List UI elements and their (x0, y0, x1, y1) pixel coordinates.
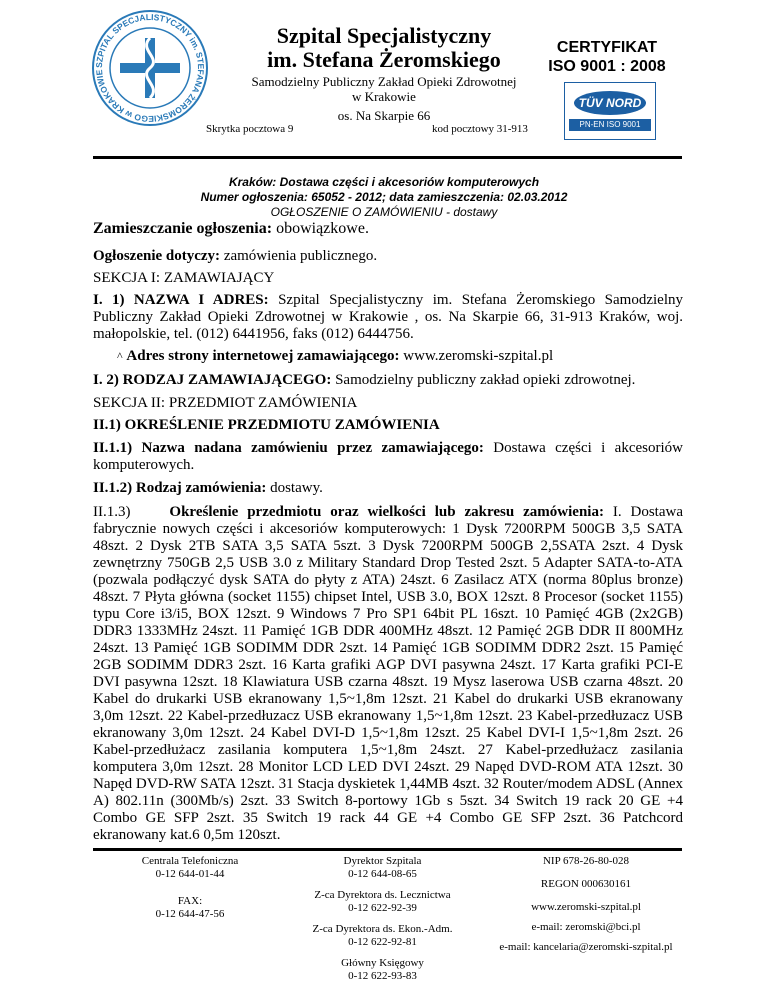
paragraph-concerns (93, 248, 683, 265)
deputy-admin-phone: 0-12 622-92-81 (348, 936, 417, 948)
hospital-address: os. Na Skarpie 66 (337, 108, 431, 123)
label: II.1.1) Nazwa nadana zamówieniu przez zamawiającego: (93, 440, 484, 456)
value: obowiązkowe. (272, 220, 369, 237)
section-1-heading: SEKCJA I: ZAMAWIAJĄCY (93, 270, 275, 286)
footer-col-1 (110, 855, 270, 921)
director-label: Dyrektor Szpitala (343, 855, 422, 867)
email-link-1[interactable]: e-mail: zeromski@bci.pl (531, 921, 641, 933)
accountant-label: Główny Księgowy (341, 957, 424, 969)
label: Określenie przedmiotu oraz wielkości lub zakresu zamówienia: (169, 504, 604, 520)
certificate-iso: ISO 9001 : 2008 (548, 58, 666, 75)
certificate-title: CERTYFIKAT (556, 39, 658, 56)
paragraph-order-scope (93, 504, 683, 844)
hospital-subtitle-line1: Samodzielny Publiczny Zakład Opieki Zdrowotnej (251, 74, 517, 89)
deputy-medical-label: Z-ca Dyrektora ds. Lecznictwa (314, 889, 451, 901)
paragraph-website (117, 348, 683, 365)
hospital-name-line2: im. Stefana Żeromskiego (267, 47, 501, 72)
logo-ring-text: SZPITAL SPECJALISTYCZNY im. STEFANA ŻEROMSKIEGO w KRAKOWIE (93, 11, 207, 125)
label: II.1) OKREŚLENIE PRZEDMIOTU ZAMÓWIENIA (93, 417, 440, 433)
label: Adres strony internetowej zamawiającego: (126, 348, 400, 364)
tuv-norm: PN-EN ISO 9001 (569, 119, 651, 131)
value[interactable]: www.zeromski-szpital.pl (399, 348, 554, 364)
value: I. Dostawa fabrycznie nowych części i akcesoriów komputerowych: 1 Dysk 7200RPM 500GB 3,5 SATA 48szt. 2 Dysk 2TB SATA 3,5 SATA 5szt. 3 Dysk 7200RPM 500GB 2,5SATA 2szt. 4 Dysk zewnętrzny 750GB 2,5 USB 3.0 z Military Standard Drop Tested 2szt. 5 Adapter SATA-to-ATA (pozwala podłączyć dysk SATA do płyty z ATA) 24szt. 6 Zasilacz ATX (norma 80plus bronze) 48szt. 7 Płyta główna (socket 1155) chipset Intel, USB 3.0, BOX 12szt. 8 Procesor (socket 1155) typu Core i3/i5, BOX 12szt. 9 Windows 7 Pro SP1 64bit PL 16szt. 10 Pamięć 4GB (2x2GB) DDR3 1333MHz 24szt. 11 Pamięć 1GB DDR 400MHz 48szt. 12 Pamięć 2GB DDR II 800MHz 24szt. 13 Pamięć 1GB SODIMM DDR 2szt. 14 Pamięć 1GB SODIMM DDR2 2szt. 15 Pamięć 2GB SODIMM DDR3 2szt. 16 Karta grafiki AGP DVI pasywna 24szt. 17 Karta grafiki PCI-E DVI pasywna 12szt. 18 Klawiatura USB czarna 48szt. 19 Mysz laserowa USB czarna 48szt. 20 Kabel do drukarki USB ekranowany 1,5~1,8m 12szt. 21 Kabel do drukarki USB ekranowany 3,0m 12szt. 22 Kabel-przedłuzacz USB ekranowany 1,5~1,8m 12szt. 23 Kabel-przedłuzacz USB ekranowany 3,0m 12szt. 24 Kabel DVI-D 1,5~1,8m 12szt. 25 Kabel DVI-I 1,5~1,8m 2szt. 26 Kabel-przedłużacz zasilania komputera 1,5~1,8m 24szt. 27 Kabel-przedłużacz zasilania komputera 3,0m 12szt. 28 Monitor LCD LED DVI 24szt. 29 Napęd DVD-ROM ATA 12szt. 30 Napęd DVD-RW SATA 12szt. 31 Stacja dyskietek 1,44MB 4szt. 32 Router/modem ADSL (Annex A) 802.11n (300Mb/s) 2szt. 33 Switch 8-portowy 1Gb s 5szt. 34 Switch 19 rack 20 GE +4 Combo GE SFP 2szt. 35 Switch 19 rack 44 GE +4 Combo GE SFP 2szt. 36 Patchcord ekranowany kat.6 0,5m 120szt. (93, 504, 683, 843)
header-divider (93, 156, 682, 159)
postal-code: kod pocztowy 31-913 (432, 123, 528, 135)
po-box: Skrytka pocztowa 9 (206, 123, 294, 135)
notice-title: Kraków: Dostawa części i akcesoriów komputerowych (228, 175, 540, 189)
email-link-2[interactable]: e-mail: kancelaria@zeromski-szpital.pl (499, 941, 673, 953)
value: Dostawa części i akcesoriów komputerowych. (93, 440, 683, 473)
footer-col-3 (486, 855, 686, 954)
accountant-phone: 0-12 622-93-83 (348, 970, 417, 982)
label: I. 2) RODZAJ ZAMAWIAJĄCEGO: (93, 372, 332, 388)
value: Szpital Specjalistyczny im. Stefana Żeromskiego Samodzielny Publiczny Zakład Opieki Zdrowotnej w Krakowie , os. Na Skarpie 66, 31-913 Kraków, woj. małopolskie, tel. (012) 6441956, faks (012) 6444756. (93, 292, 683, 342)
director-phone: 0-12 644-08-65 (348, 868, 417, 880)
notice-number: Numer ogłoszenia: 65052 - 2012; data zamieszczenia: 02.03.2012 (200, 190, 568, 204)
switchboard-label: Centrala Telefoniczna (141, 855, 239, 867)
section-2-heading: SEKCJA II: PRZEDMIOT ZAMÓWIENIA (93, 395, 358, 411)
tuv-nord-logo (564, 82, 656, 140)
caret-icon: ^ (117, 349, 123, 363)
label: Zamieszczanie ogłoszenia: (93, 220, 273, 237)
paragraph-type (93, 372, 683, 389)
fax-label: FAX: (177, 895, 203, 907)
label: II.1.2) Rodzaj zamówienia: (93, 480, 267, 496)
paragraph-order-kind (93, 480, 683, 497)
footer-divider (93, 848, 682, 851)
hospital-subtitle-line2: w Krakowie (352, 89, 416, 104)
paragraph-name-address (93, 292, 683, 343)
number: II.1.3) (93, 504, 131, 520)
switchboard-phone: 0-12 644-01-44 (155, 868, 225, 880)
label: Ogłoszenie dotyczy: (93, 248, 221, 264)
paragraph-order-name (93, 440, 683, 474)
deputy-admin-label: Z-ca Dyrektora ds. Ekon.-Adm. (312, 923, 453, 935)
paragraph-publication (93, 220, 683, 237)
fax-number: 0-12 644-47-56 (155, 908, 225, 920)
nip: NIP 678-26-80-028 (542, 855, 630, 867)
hospital-name-line1: Szpital Specjalistyczny (276, 23, 492, 48)
website-link[interactable]: www.zeromski-szpital.pl (531, 901, 641, 913)
value: dostawy. (266, 480, 323, 496)
paragraph-subject (93, 417, 683, 434)
tuv-nord-brand: TÜV NORD (574, 91, 646, 115)
regon: REGON 000630161 (540, 878, 632, 890)
value: zamówienia publicznego. (220, 248, 378, 264)
value: Samodzielny publiczny zakład opieki zdrowotnej. (331, 372, 636, 388)
label: I. 1) NAZWA I ADRES: (93, 292, 269, 308)
notice-type: OGŁOSZENIE O ZAMÓWIENIU - dostawy (270, 205, 498, 219)
deputy-medical-phone: 0-12 622-92-39 (348, 902, 417, 914)
footer-col-2 (295, 855, 470, 983)
